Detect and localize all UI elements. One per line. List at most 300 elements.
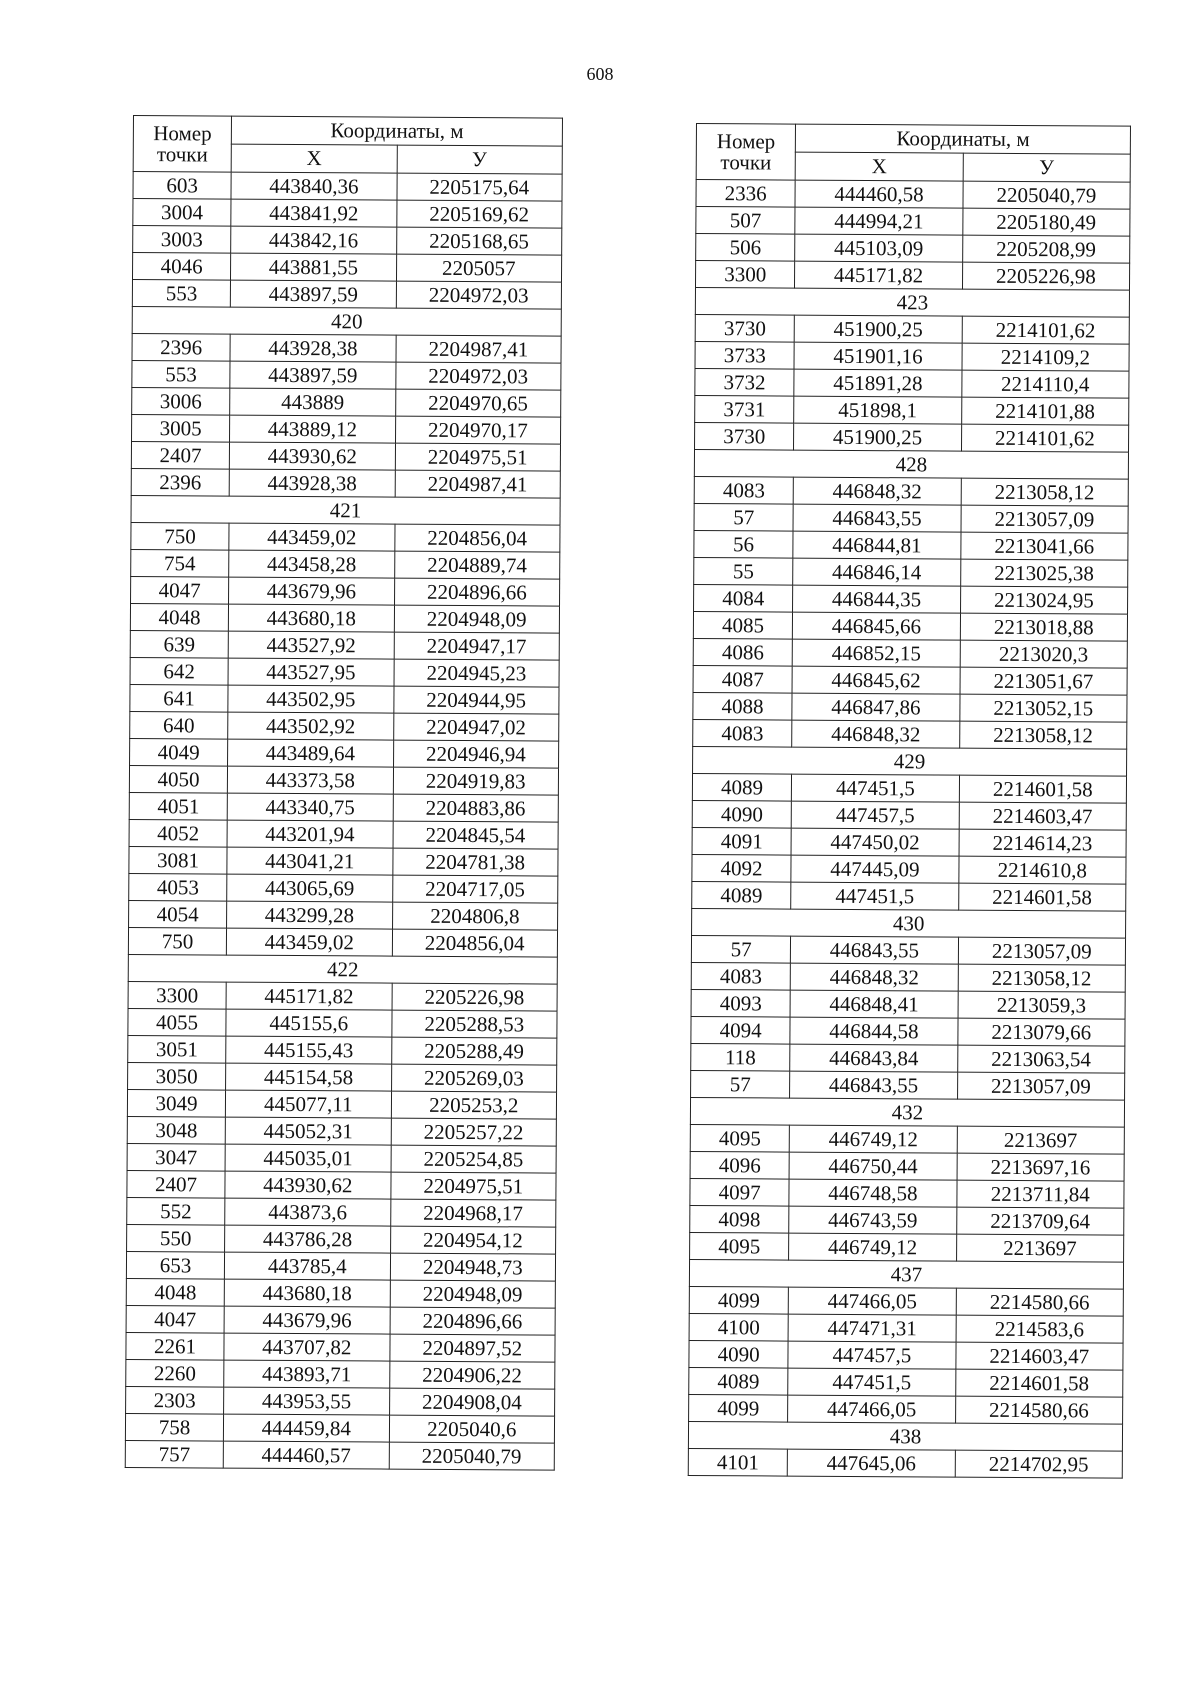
y-coordinate-cell: 2205226,98 <box>392 983 558 1011</box>
table-row <box>695 395 1129 425</box>
table-row <box>695 341 1129 371</box>
section-number: 438 <box>688 1421 1122 1451</box>
x-coordinate-cell: 443502,95 <box>228 685 394 713</box>
point-number-cell: 118 <box>691 1043 790 1071</box>
x-coordinate-cell: 443785,4 <box>225 1252 391 1280</box>
y-coordinate-cell: 2204856,04 <box>394 524 560 552</box>
point-number-cell: 57 <box>691 935 790 963</box>
table-row <box>127 1116 556 1146</box>
y-coordinate-cell: 2205040,79 <box>963 181 1131 209</box>
x-coordinate-cell: 447457,5 <box>792 801 959 829</box>
table-row <box>692 854 1126 884</box>
table-row <box>125 1413 554 1443</box>
y-coordinate-cell: 2214614,23 <box>959 829 1127 857</box>
x-coordinate-cell: 447457,5 <box>788 1341 955 1369</box>
table-row <box>694 503 1128 533</box>
y-coordinate-cell: 2214109,2 <box>962 343 1130 371</box>
section-row <box>693 746 1127 776</box>
section-number: 432 <box>690 1097 1124 1127</box>
section-number: 430 <box>692 908 1126 938</box>
table-row <box>694 476 1128 506</box>
point-number-cell: 4047 <box>126 1305 224 1333</box>
section-number: 423 <box>695 288 1129 318</box>
table-row <box>690 1232 1124 1262</box>
x-coordinate-cell: 443881,55 <box>231 253 397 281</box>
point-number-cell: 4085 <box>693 611 792 639</box>
y-coordinate-cell: 2204717,05 <box>392 875 558 903</box>
y-coordinate-cell: 2205288,49 <box>391 1037 557 1065</box>
x-coordinate-cell: 447645,06 <box>788 1449 955 1477</box>
table-row <box>691 962 1125 992</box>
x-coordinate-cell: 446845,66 <box>793 612 960 640</box>
y-coordinate-cell: 2204972,03 <box>396 281 562 309</box>
x-coordinate-cell: 445171,82 <box>795 261 962 289</box>
point-number-cell: 653 <box>126 1251 224 1279</box>
coordinates-table-left <box>125 115 563 1471</box>
point-number-cell: 4093 <box>691 989 790 1017</box>
y-coordinate-cell: 2205040,6 <box>389 1415 555 1443</box>
table-row <box>690 1205 1124 1235</box>
x-coordinate-cell: 443299,28 <box>227 901 393 929</box>
point-number-cell: 750 <box>128 927 226 955</box>
x-coordinate-cell: 446750,44 <box>789 1152 956 1180</box>
point-number-cell: 3005 <box>132 414 230 442</box>
x-coordinate-cell: 443930,62 <box>225 1171 391 1199</box>
y-coordinate-cell: 2213697 <box>956 1234 1124 1262</box>
coordinates-header: Координаты, м <box>796 124 1131 154</box>
y-coordinate-cell: 2204975,51 <box>395 443 561 471</box>
table-row <box>691 1043 1125 1073</box>
point-number-header-line1: Номер <box>716 128 776 153</box>
point-number-cell: 57 <box>694 503 793 531</box>
table-row <box>688 1448 1122 1478</box>
section-number: 421 <box>131 495 560 525</box>
page-number: 608 <box>586 64 614 84</box>
x-coordinate-cell: 447471,31 <box>788 1314 955 1342</box>
table-row <box>130 684 559 714</box>
point-number-cell: 4048 <box>126 1278 224 1306</box>
point-number-cell: 3730 <box>695 314 794 342</box>
table-row <box>130 657 559 687</box>
x-coordinate-cell: 443953,55 <box>224 1387 390 1415</box>
table-row <box>689 1313 1123 1343</box>
point-number-cell: 758 <box>125 1413 223 1441</box>
point-number-cell: 4100 <box>689 1313 788 1341</box>
x-coordinate-cell: 447445,09 <box>791 855 958 883</box>
point-number-cell: 3049 <box>127 1089 225 1117</box>
y-coordinate-cell: 2204947,17 <box>394 632 560 660</box>
x-coordinate-cell: 446843,55 <box>791 936 958 964</box>
point-number-cell: 2261 <box>126 1332 224 1360</box>
y-coordinate-cell: 2205169,62 <box>396 200 562 228</box>
table-row <box>125 1440 554 1470</box>
y-coordinate-cell: 2213057,09 <box>961 505 1129 533</box>
y-coordinate-cell: 2205175,64 <box>397 173 563 201</box>
point-number-cell: 3732 <box>695 368 794 396</box>
table-row <box>693 692 1127 722</box>
y-coordinate-cell: 2213051,67 <box>960 667 1128 695</box>
y-coordinate-cell: 2213052,15 <box>959 694 1127 722</box>
point-number-cell: 4094 <box>691 1016 790 1044</box>
y-coordinate-cell: 2205253,2 <box>391 1091 557 1119</box>
y-coordinate-cell: 2214101,62 <box>961 424 1129 452</box>
point-number-cell: 4089 <box>692 773 791 801</box>
table-row <box>690 1178 1124 1208</box>
y-coordinate-cell: 2204948,73 <box>390 1253 556 1281</box>
x-coordinate-cell: 443459,02 <box>229 523 395 551</box>
y-coordinate-cell: 2214603,47 <box>959 802 1127 830</box>
point-number-header-line1: Номер <box>153 120 212 145</box>
point-number-cell: 3004 <box>133 199 231 227</box>
y-coordinate-cell: 2204970,17 <box>395 416 561 444</box>
y-coordinate-cell: 2204883,86 <box>393 794 559 822</box>
table-row <box>129 873 558 903</box>
point-number-cell: 4099 <box>689 1394 788 1422</box>
table-row <box>129 846 558 876</box>
y-coordinate-cell: 2204948,09 <box>390 1280 556 1308</box>
point-number-cell: 57 <box>691 1070 790 1098</box>
x-coordinate-cell: 443786,28 <box>225 1225 391 1253</box>
table-row <box>694 584 1128 614</box>
x-coordinate-cell: 446844,81 <box>793 531 960 559</box>
y-coordinate-cell: 2204908,04 <box>389 1388 555 1416</box>
x-coordinate-cell: 446843,84 <box>790 1044 957 1072</box>
table-row <box>130 630 559 660</box>
y-coordinate-cell: 2214110,4 <box>961 370 1129 398</box>
x-coordinate-cell: 443459,02 <box>227 928 393 956</box>
x-coordinate-cell: 443897,59 <box>230 361 396 389</box>
x-coordinate-cell: 451900,25 <box>794 423 961 451</box>
table-row <box>693 611 1127 641</box>
y-coordinate-cell: 2213059,3 <box>958 991 1126 1019</box>
table-row <box>128 981 557 1011</box>
y-coordinate-cell: 2213697,16 <box>957 1153 1125 1181</box>
x-coordinate-cell: 445103,09 <box>795 234 962 262</box>
point-number-cell: 4092 <box>692 854 791 882</box>
x-coordinate-cell: 443841,92 <box>231 199 397 227</box>
point-number-cell: 506 <box>696 234 795 262</box>
y-coordinate-cell: 2204946,94 <box>393 740 559 768</box>
y-coordinate-cell: 2214583,6 <box>956 1315 1124 1343</box>
table-row <box>690 1151 1124 1181</box>
x-coordinate-cell: 446848,41 <box>790 990 957 1018</box>
y-coordinate-cell: 2205057 <box>396 254 562 282</box>
table-row <box>692 881 1126 911</box>
x-coordinate-cell: 451891,28 <box>794 369 961 397</box>
point-number-cell: 4048 <box>130 603 228 631</box>
section-number: 428 <box>694 449 1128 479</box>
point-number-cell: 550 <box>127 1224 225 1252</box>
table-row <box>132 360 561 390</box>
point-number-cell: 3733 <box>695 341 794 369</box>
y-coordinate-cell: 2214101,62 <box>962 316 1130 344</box>
y-coordinate-cell: 2213058,12 <box>959 721 1127 749</box>
point-number-cell: 4052 <box>129 819 227 847</box>
table-row <box>127 1197 556 1227</box>
point-number-cell: 4055 <box>128 1008 226 1036</box>
point-number-cell: 750 <box>131 522 229 550</box>
point-number-cell: 4099 <box>689 1286 788 1314</box>
point-number-header-line2: точки <box>156 141 208 166</box>
point-number-cell: 3006 <box>132 387 230 415</box>
x-coordinate-cell: 446749,12 <box>789 1233 956 1261</box>
section-row <box>689 1259 1123 1289</box>
point-number-cell: 2407 <box>127 1170 225 1198</box>
x-coordinate-cell: 443680,18 <box>229 604 395 632</box>
table-row <box>133 226 562 256</box>
table-row <box>128 1008 557 1038</box>
section-row <box>692 908 1126 938</box>
x-coordinate-cell: 443842,16 <box>231 226 397 254</box>
y-coordinate-cell: 2214580,66 <box>955 1396 1123 1424</box>
table-row <box>695 368 1129 398</box>
y-coordinate-cell: 2204972,03 <box>395 362 561 390</box>
point-number-cell: 4095 <box>690 1124 789 1152</box>
section-row <box>695 288 1129 318</box>
point-number-cell: 4090 <box>692 800 791 828</box>
table-row <box>694 530 1128 560</box>
x-coordinate-cell: 443679,96 <box>229 577 395 605</box>
point-number-cell: 603 <box>133 172 231 200</box>
y-coordinate-cell: 2205208,99 <box>962 235 1130 263</box>
x-coordinate-cell: 451900,25 <box>794 315 961 343</box>
table-row <box>129 792 558 822</box>
point-number-cell: 3300 <box>128 981 226 1009</box>
table-row <box>692 827 1126 857</box>
x-coordinate-cell: 445077,11 <box>226 1090 392 1118</box>
table-row <box>689 1286 1123 1316</box>
point-number-cell: 2336 <box>696 180 795 208</box>
point-number-header <box>696 124 796 181</box>
point-number-header <box>133 116 232 173</box>
x-coordinate-cell: 443373,58 <box>228 766 394 794</box>
y-coordinate-cell: 2204845,54 <box>393 821 559 849</box>
point-number-cell: 4101 <box>688 1448 787 1476</box>
y-coordinate-cell: 2204806,8 <box>392 902 558 930</box>
point-number-cell: 3048 <box>127 1116 225 1144</box>
point-number-cell: 3730 <box>695 422 794 450</box>
y-coordinate-cell: 2205288,53 <box>391 1010 557 1038</box>
y-coordinate-cell: 2204896,66 <box>390 1307 556 1335</box>
table-row <box>131 441 560 471</box>
point-number-cell: 4098 <box>690 1205 789 1233</box>
point-number-cell: 4097 <box>690 1178 789 1206</box>
x-coordinate-cell: 446847,86 <box>792 693 959 721</box>
y-coordinate-cell: 2213079,66 <box>958 1018 1126 1046</box>
x-coordinate-cell: 444459,84 <box>224 1414 390 1442</box>
table-row <box>696 207 1130 237</box>
table-row <box>132 387 561 417</box>
point-number-cell: 2396 <box>131 468 229 496</box>
table-row <box>131 522 560 552</box>
x-coordinate-cell: 445035,01 <box>225 1144 391 1172</box>
point-number-cell: 639 <box>130 630 228 658</box>
table-row <box>128 927 557 957</box>
table-row <box>127 1224 556 1254</box>
section-row <box>688 1421 1122 1451</box>
table-row <box>689 1340 1123 1370</box>
y-coordinate-cell: 2204944,95 <box>393 686 559 714</box>
section-row <box>131 495 560 525</box>
x-header: X <box>231 144 397 173</box>
x-coordinate-cell: 443041,21 <box>227 847 393 875</box>
x-coordinate-cell: 451901,16 <box>794 342 961 370</box>
x-coordinate-cell: 446848,32 <box>791 963 958 991</box>
coordinates-header: Координаты, м <box>231 116 562 146</box>
y-coordinate-cell: 2205269,03 <box>391 1064 557 1092</box>
x-coordinate-cell: 443707,82 <box>224 1333 390 1361</box>
x-coordinate-cell: 446749,12 <box>790 1125 957 1153</box>
y-coordinate-cell: 2213711,84 <box>957 1180 1125 1208</box>
y-coordinate-cell: 2204919,83 <box>393 767 559 795</box>
table-row <box>128 1062 557 1092</box>
y-coordinate-cell: 2213697 <box>957 1126 1125 1154</box>
point-number-cell: 4083 <box>691 962 790 990</box>
point-number-cell: 553 <box>132 280 230 308</box>
table-row <box>689 1367 1123 1397</box>
table-row <box>130 738 559 768</box>
point-number-cell: 2407 <box>131 441 229 469</box>
table-row <box>127 1143 556 1173</box>
x-coordinate-cell: 445171,82 <box>226 982 392 1010</box>
y-coordinate-cell: 2204970,65 <box>395 389 561 417</box>
y-coordinate-cell: 2204945,23 <box>394 659 560 687</box>
x-coordinate-cell: 443889 <box>230 388 396 416</box>
section-number: 422 <box>128 954 557 984</box>
table-row <box>130 603 559 633</box>
table-row <box>132 414 561 444</box>
table-row <box>691 1070 1125 1100</box>
x-coordinate-cell: 447451,5 <box>791 882 958 910</box>
section-row <box>132 306 561 336</box>
x-coordinate-cell: 443340,75 <box>227 793 393 821</box>
y-coordinate-cell: 2204781,38 <box>392 848 558 876</box>
y-coordinate-cell: 2204968,17 <box>390 1199 556 1227</box>
coordinates-table-right <box>688 123 1131 1479</box>
x-coordinate-cell: 451898,1 <box>794 396 961 424</box>
x-coordinate-cell: 443527,92 <box>228 631 394 659</box>
x-coordinate-cell: 447466,05 <box>789 1287 956 1315</box>
table-row <box>132 333 561 363</box>
point-number-cell: 4051 <box>129 792 227 820</box>
x-coordinate-cell: 443527,95 <box>228 658 394 686</box>
point-number-cell: 4083 <box>693 719 792 747</box>
table-row <box>131 576 560 606</box>
point-number-cell: 4047 <box>131 576 229 604</box>
table-row <box>127 1170 556 1200</box>
table-row <box>695 261 1129 291</box>
point-number-cell: 757 <box>125 1440 223 1468</box>
section-row <box>690 1097 1124 1127</box>
x-coordinate-cell: 443065,69 <box>227 874 393 902</box>
y-coordinate-cell: 2213020,3 <box>960 640 1128 668</box>
table-row <box>129 765 558 795</box>
point-number-cell: 640 <box>130 711 228 739</box>
table-row <box>128 1035 557 1065</box>
y-coordinate-cell: 2204975,51 <box>390 1172 556 1200</box>
point-number-cell: 4050 <box>129 765 227 793</box>
y-coordinate-cell: 2213041,66 <box>960 532 1128 560</box>
section-row <box>694 449 1128 479</box>
section-row <box>128 954 557 984</box>
y-coordinate-cell: 2213057,09 <box>958 937 1126 965</box>
x-coordinate-cell: 444994,21 <box>795 207 962 235</box>
x-coordinate-cell: 445154,58 <box>226 1063 392 1091</box>
y-header: У <box>963 153 1131 182</box>
table-row <box>689 1394 1123 1424</box>
y-coordinate-cell: 2214601,58 <box>959 775 1127 803</box>
y-coordinate-cell: 2213063,54 <box>957 1045 1125 1073</box>
y-header: У <box>397 145 563 174</box>
y-coordinate-cell: 2214603,47 <box>956 1342 1124 1370</box>
x-coordinate-cell: 447466,05 <box>788 1395 955 1423</box>
x-coordinate-cell: 443201,94 <box>227 820 393 848</box>
x-coordinate-cell: 446748,58 <box>789 1179 956 1207</box>
x-coordinate-cell: 444460,57 <box>223 1441 389 1469</box>
point-number-cell: 552 <box>127 1197 225 1225</box>
y-coordinate-cell: 2213018,88 <box>960 613 1128 641</box>
table-row <box>693 719 1127 749</box>
y-coordinate-cell: 2213058,12 <box>958 964 1126 992</box>
x-coordinate-cell: 443928,38 <box>229 469 395 497</box>
x-header: X <box>795 152 962 181</box>
y-coordinate-cell: 2214580,66 <box>956 1288 1124 1316</box>
y-coordinate-cell: 2205040,79 <box>389 1442 555 1470</box>
point-number-cell: 55 <box>694 557 793 585</box>
table-row <box>131 549 560 579</box>
point-number-cell: 4086 <box>693 638 792 666</box>
table-row <box>126 1251 555 1281</box>
point-number-cell: 4089 <box>692 881 791 909</box>
table-row <box>695 314 1129 344</box>
table-row <box>692 773 1126 803</box>
point-number-cell: 4095 <box>690 1232 789 1260</box>
section-number: 429 <box>693 746 1127 776</box>
table-row <box>126 1386 555 1416</box>
x-coordinate-cell: 443840,36 <box>231 172 397 200</box>
x-coordinate-cell: 446852,15 <box>792 639 959 667</box>
table-row <box>691 1016 1125 1046</box>
table-row <box>133 199 562 229</box>
y-coordinate-cell: 2213058,12 <box>961 478 1129 506</box>
point-number-cell: 4083 <box>694 476 793 504</box>
x-coordinate-cell: 446843,55 <box>793 504 960 532</box>
y-coordinate-cell: 2205226,98 <box>962 262 1130 290</box>
y-coordinate-cell: 2204896,66 <box>394 578 560 606</box>
point-number-cell: 4087 <box>693 665 792 693</box>
x-coordinate-cell: 443680,18 <box>224 1279 390 1307</box>
point-number-cell: 4054 <box>129 900 227 928</box>
table-row <box>132 280 561 310</box>
point-number-cell: 4049 <box>130 738 228 766</box>
y-coordinate-cell: 2214702,95 <box>955 1450 1123 1478</box>
table-row <box>127 1089 556 1119</box>
x-coordinate-cell: 443489,64 <box>228 739 394 767</box>
table-row <box>693 665 1127 695</box>
x-coordinate-cell: 446848,32 <box>792 720 959 748</box>
table-row <box>126 1359 555 1389</box>
y-coordinate-cell: 2204987,41 <box>396 335 562 363</box>
table-row <box>691 935 1125 965</box>
table-row <box>133 172 562 202</box>
x-coordinate-cell: 443889,12 <box>230 415 396 443</box>
x-coordinate-cell: 443928,38 <box>230 334 396 362</box>
x-coordinate-cell: 446845,62 <box>792 666 959 694</box>
y-coordinate-cell: 2204897,52 <box>389 1334 555 1362</box>
x-coordinate-cell: 446844,58 <box>790 1017 957 1045</box>
y-coordinate-cell: 2204948,09 <box>394 605 560 633</box>
x-coordinate-cell: 446843,55 <box>790 1071 957 1099</box>
